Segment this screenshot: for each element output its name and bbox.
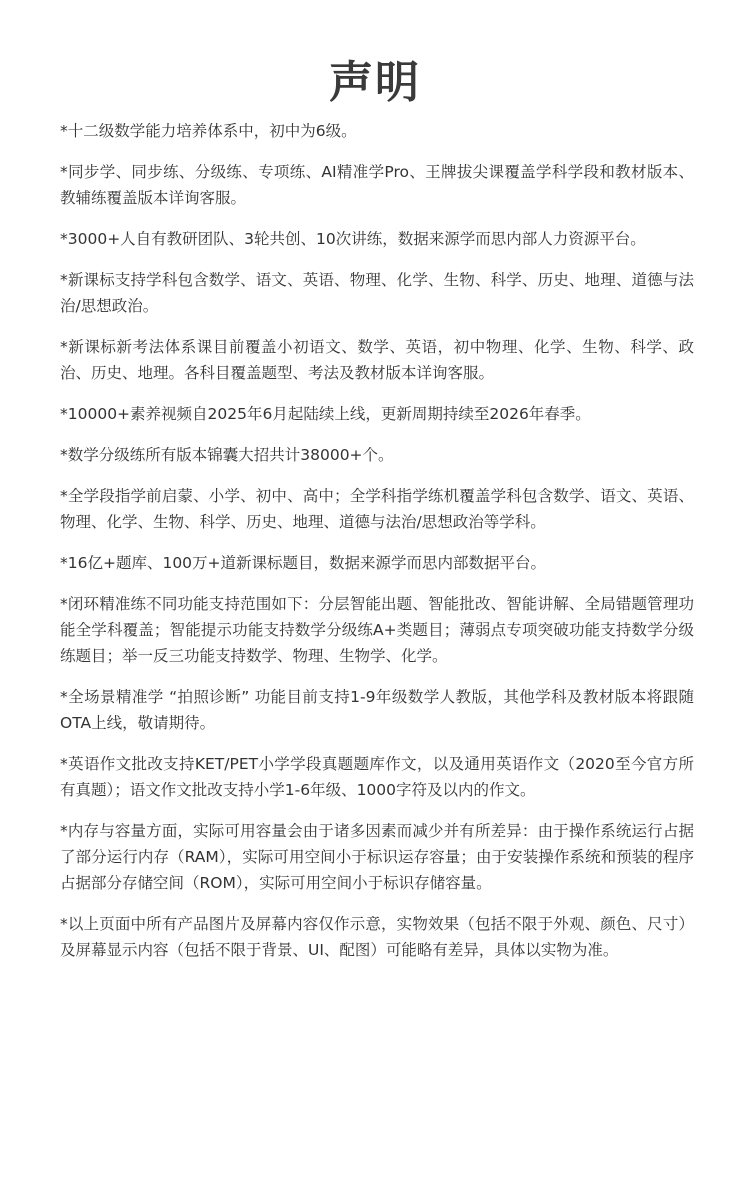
disclaimer-item: *新课标支持学科包含数学、语文、英语、物理、化学、生物、科学、历史、地理、道德与法治/思想政治。 bbox=[60, 271, 694, 315]
disclaimer-item: *新课标新考法体系课目前覆盖小初语文、数学、英语，初中物理、化学、生物、科学、政治、历史、地理。各科目覆盖题型、考法及教材版本详询客服。 bbox=[60, 338, 694, 382]
disclaimer-item: *闭环精准练不同功能支持范围如下：分层智能出题、智能批改、智能讲解、全局错题管理功能全学科覆盖；智能提示功能支持数学分级练A+类题目；薄弱点专项突破功能支持数学分级练题目；举一反三功能支持数学、物理、生物学、化学。 bbox=[60, 595, 694, 665]
disclaimer-item: *十二级数学能力培养体系中，初中为6级。 bbox=[60, 122, 357, 140]
disclaimer-item: *内存与容量方面，实际可用容量会由于诸多因素而减少并有所差异：由于操作系统运行占据了部分运行内存（RAM），实际可用空间小于标识运存容量；由于安装操作系统和预装的程序占据部分存储空间（ROM），实际可用空间小于标识存储容量。 bbox=[60, 822, 694, 892]
disclaimer-item: *数学分级练所有版本锦囊大招共计38000+个。 bbox=[60, 446, 394, 464]
disclaimer-item: *10000+素养视频自2025年6月起陆续上线，更新周期持续至2026年春季。 bbox=[60, 405, 591, 423]
disclaimer-item: *以上页面中所有产品图片及屏幕内容仅作示意，实物效果（包括不限于外观、颜色、尺寸）及屏幕显示内容（包括不限于背景、UI、配图）可能略有差异，具体以实物为准。 bbox=[60, 915, 694, 959]
disclaimer-item: *英语作文批改支持KET/PET小学学段真题题库作文，以及通用英语作文（2020至今官方所有真题）；语文作文批改支持小学1-6年级、1000字符及以内的作文。 bbox=[60, 755, 694, 799]
disclaimer-item: *全学段指学前启蒙、小学、初中、高中；全学科指学练机覆盖学科包含数学、语文、英语、物理、化学、生物、科学、历史、地理、道德与法治/思想政治等学科。 bbox=[60, 487, 694, 531]
disclaimer-item: *3000+人自有教研团队、3轮共创、10次讲练，数据来源学而思内部人力资源平台。 bbox=[60, 230, 646, 248]
page-title: 声明 bbox=[329, 57, 421, 109]
disclaimer-list bbox=[60, 118, 694, 978]
disclaimer-item: *全场景精准学 “拍照诊断” 功能目前支持1-9年级数学人教版，其他学科及教材版本将跟随OTA上线，敬请期待。 bbox=[60, 688, 694, 732]
disclaimer-item: *同步学、同步练、分级练、专项练、AI精准学Pro、王牌拔尖课覆盖学科学段和教材版本、教辅练覆盖版本详询客服。 bbox=[60, 163, 694, 207]
disclaimer-item: *16亿+题库、100万+道新课标题目，数据来源学而思内部数据平台。 bbox=[60, 554, 547, 572]
